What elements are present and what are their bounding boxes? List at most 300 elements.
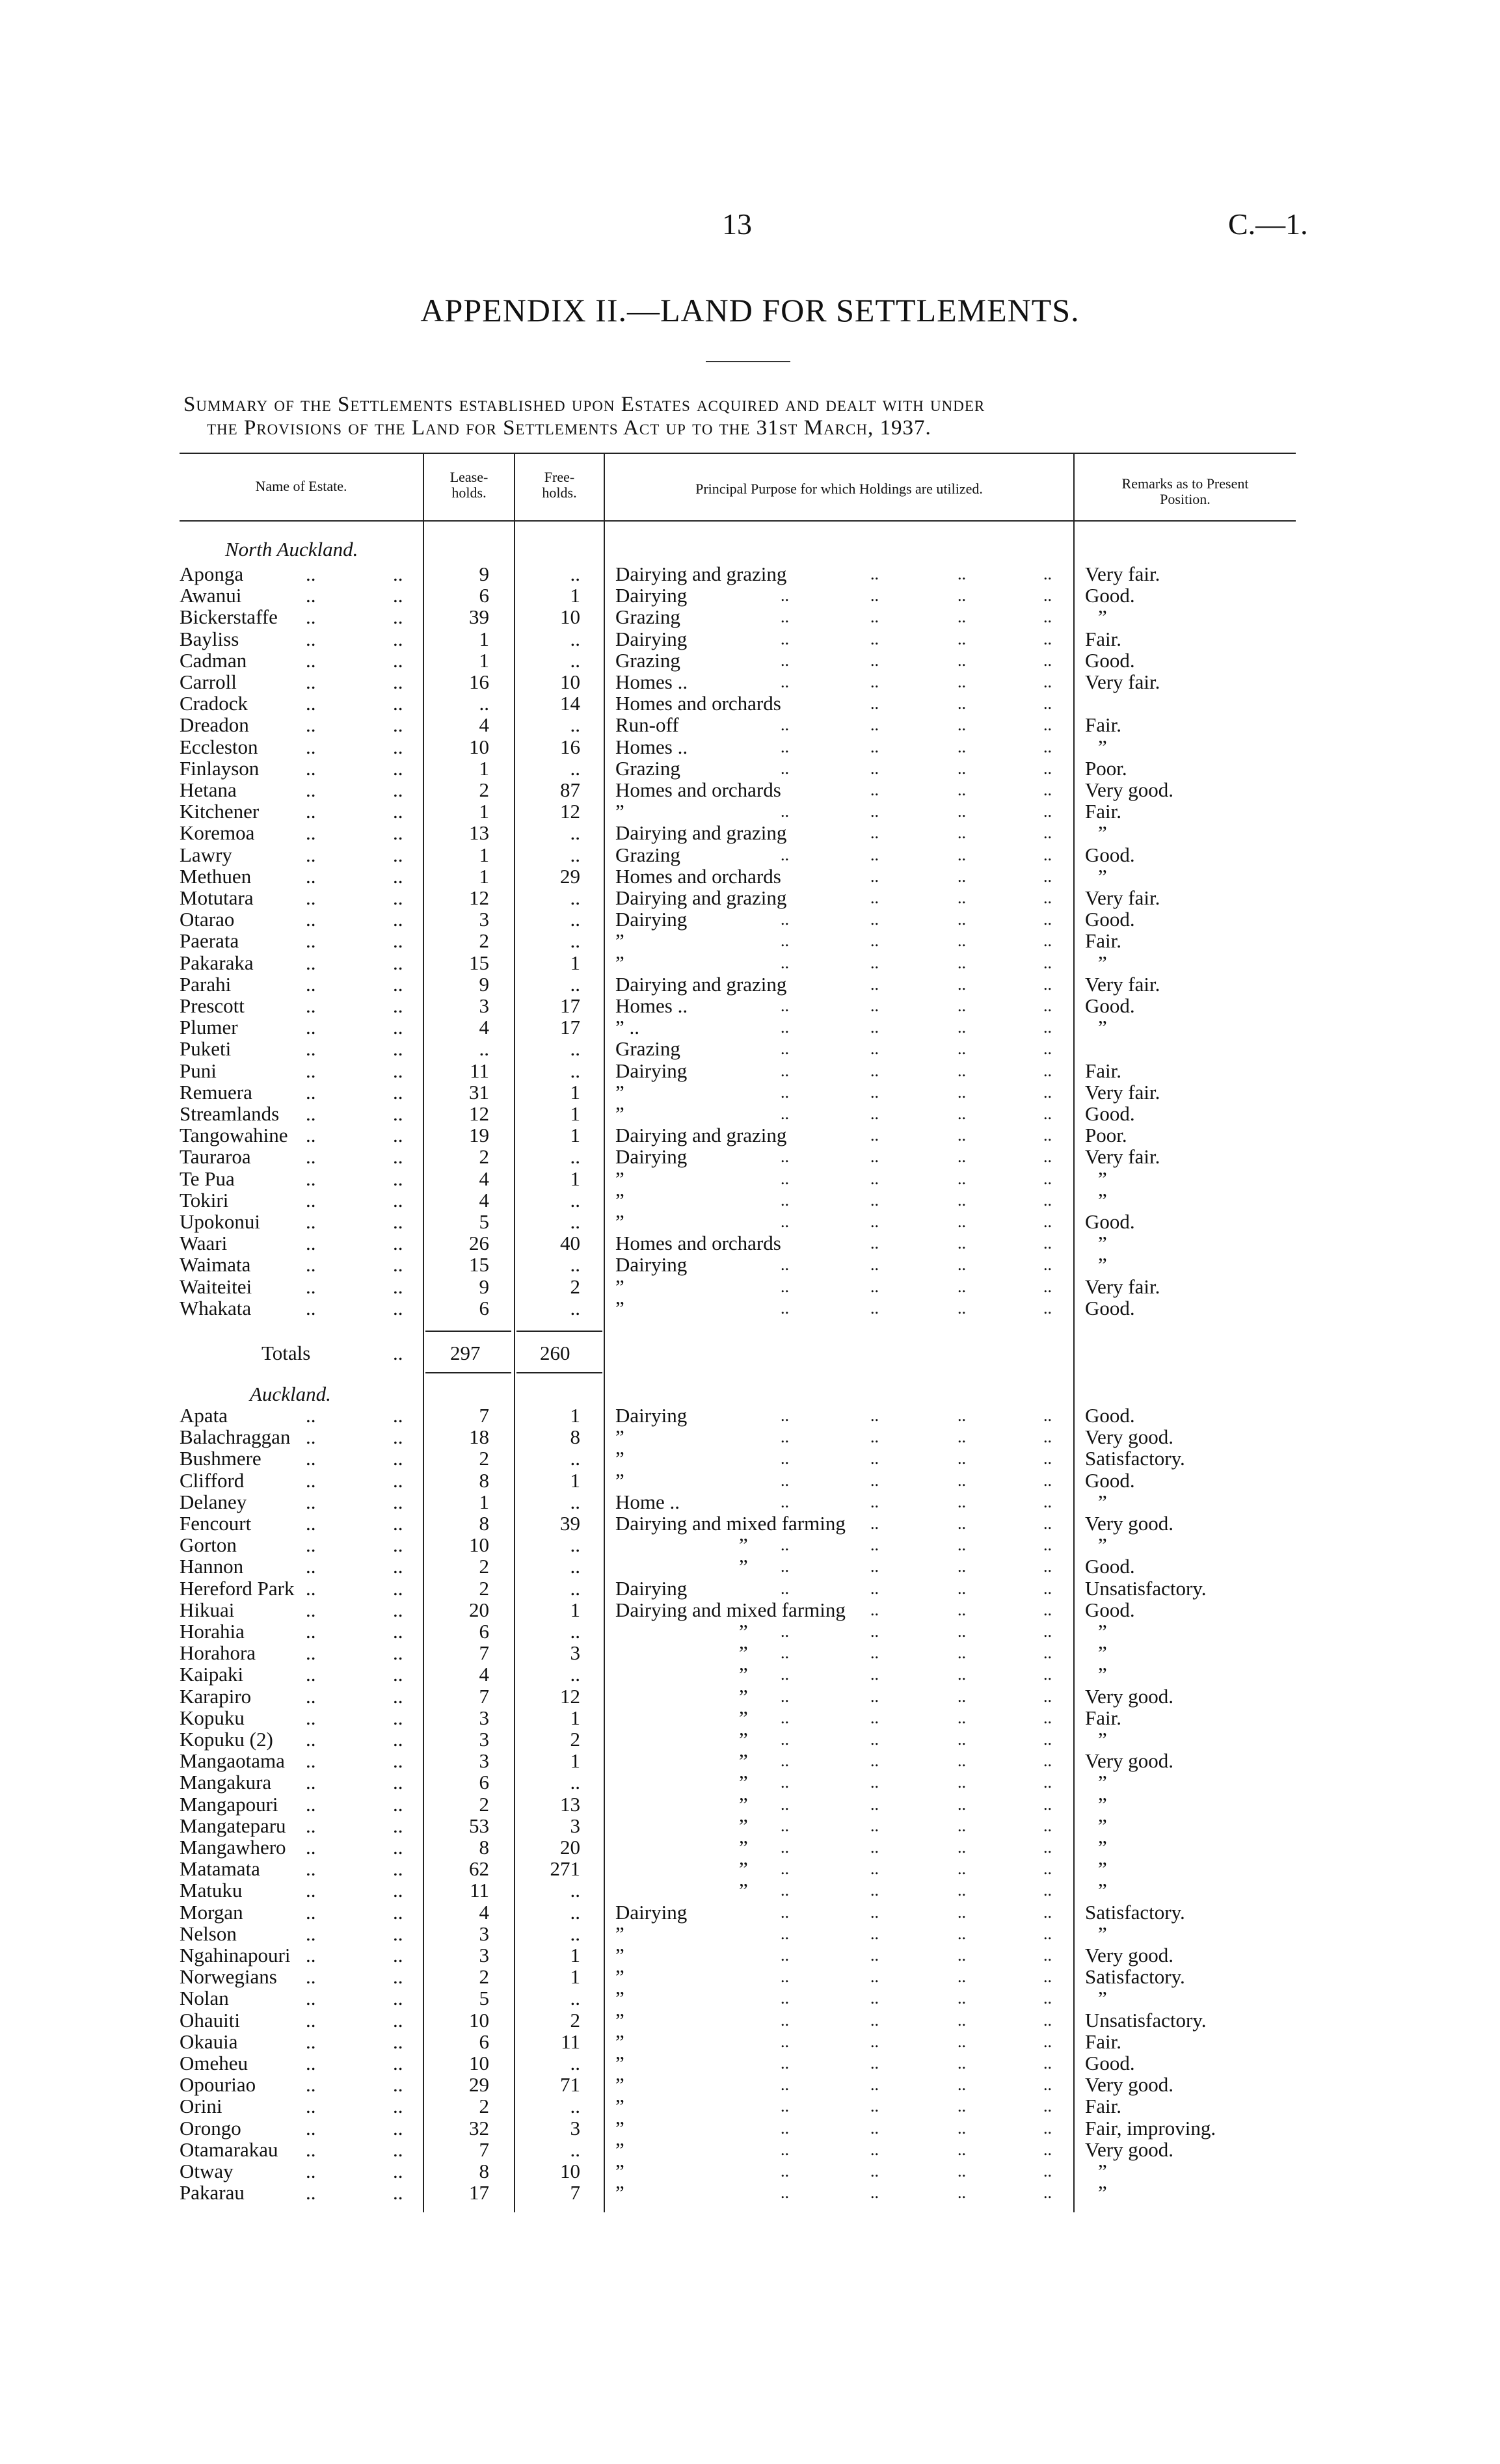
leader-dots: .. <box>1043 1859 1052 1879</box>
leader-dots: .. <box>1043 1147 1052 1167</box>
remarks-value: ” <box>1098 1836 1107 1859</box>
leader-dots: .. <box>1043 2183 1052 2203</box>
leader-dots: .. <box>870 1535 879 1555</box>
leader-dots: .. <box>1043 1255 1052 1275</box>
freeholds-value: .. <box>570 1533 580 1557</box>
purpose-value: ” <box>739 1792 748 1816</box>
freeholds-value: 1 <box>570 1944 580 1967</box>
estate-name: Motutara <box>180 886 254 909</box>
leader-dots: .. <box>1043 888 1052 907</box>
leader-dots: .. <box>306 1124 316 1147</box>
leader-dots: .. <box>870 996 879 1015</box>
leader-dots: .. <box>781 845 789 864</box>
totals-label: Totals <box>261 1342 311 1364</box>
estate-name: Omeheu <box>180 2052 248 2074</box>
leader-dots: .. <box>870 1470 879 1490</box>
leaseholds-value: 9 <box>479 563 489 585</box>
table-row <box>0 758 1500 779</box>
estate-name: Nolan <box>180 1987 229 2010</box>
table-row <box>0 1901 1500 1923</box>
estate-name: Aponga <box>180 563 244 585</box>
estate-name: Okauia <box>180 2030 238 2053</box>
leader-dots: .. <box>1043 715 1052 735</box>
remarks-value: ” <box>1098 1253 1107 1277</box>
leader-dots: .. <box>393 886 403 909</box>
leader-dots: .. <box>393 1922 403 1945</box>
leaseholds-value: 3 <box>479 1944 489 1967</box>
table-row <box>0 952 1500 974</box>
leader-dots: .. <box>393 1124 403 1147</box>
estate-name: Horahia <box>180 1620 245 1643</box>
leader-dots: .. <box>781 1643 789 1663</box>
leader-dots: .. <box>870 2054 879 2073</box>
leader-dots: .. <box>870 2097 879 2116</box>
freeholds-value: 2 <box>570 1728 580 1751</box>
leader-dots: .. <box>306 563 316 585</box>
leader-dots: .. <box>393 2138 403 2161</box>
leader-dots: .. <box>306 713 316 737</box>
leader-dots: .. <box>306 886 316 909</box>
leader-dots: .. <box>1043 996 1052 1015</box>
leader-dots: .. <box>306 1145 316 1169</box>
leader-dots: .. <box>870 2010 879 2030</box>
leaseholds-value: 8 <box>479 2160 489 2182</box>
leader-dots: .. <box>781 1881 789 1900</box>
leader-dots: .. <box>870 1190 879 1210</box>
leader-dots: .. <box>870 1298 879 1318</box>
leader-dots: .. <box>958 650 966 670</box>
leader-dots: .. <box>393 864 403 888</box>
leader-dots: .. <box>1043 1470 1052 1490</box>
leader-dots: .. <box>958 2032 966 2051</box>
leader-dots: .. <box>393 994 403 1017</box>
leader-dots: .. <box>393 1900 403 1924</box>
leader-dots: .. <box>870 1255 879 1275</box>
leader-dots: .. <box>958 888 966 907</box>
freeholds-value: .. <box>570 821 580 845</box>
leader-dots: .. <box>393 1987 403 2010</box>
table-row <box>0 1534 1500 1556</box>
leader-dots: .. <box>958 1643 966 1663</box>
leader-dots: .. <box>393 1792 403 1816</box>
purpose-value: Home .. <box>615 1490 680 1513</box>
freeholds-value: 12 <box>560 1684 580 1708</box>
leader-dots: .. <box>306 1059 316 1082</box>
estate-name: Awanui <box>180 584 242 607</box>
leaseholds-value: 32 <box>469 2116 489 2139</box>
leader-dots: .. <box>1043 1082 1052 1102</box>
leader-dots: .. <box>1043 780 1052 799</box>
purpose-value: ” <box>615 1210 624 1233</box>
leader-dots: .. <box>306 1296 316 1319</box>
table-row <box>0 1081 1500 1103</box>
leader-dots: .. <box>393 670 403 693</box>
freeholds-value: .. <box>570 1771 580 1794</box>
leader-dots: .. <box>958 1902 966 1922</box>
leader-dots: .. <box>870 1989 879 2008</box>
leaseholds-value: 1 <box>479 843 489 866</box>
table-row <box>0 1578 1500 1599</box>
estate-name: Parahi <box>180 972 232 996</box>
estate-name: Mangawhero <box>180 1836 286 1859</box>
leader-dots: .. <box>781 1708 789 1727</box>
leader-dots: .. <box>958 1406 966 1425</box>
remarks-value: Very good. <box>1085 2138 1174 2161</box>
leader-dots: .. <box>781 1018 789 1037</box>
purpose-value: Dairying <box>615 1145 688 1169</box>
leader-dots: .. <box>870 802 879 821</box>
leader-dots: .. <box>306 1663 316 1686</box>
leader-dots: .. <box>306 800 316 823</box>
table-row <box>0 1556 1500 1577</box>
remarks-value: ” <box>1098 1879 1107 1902</box>
purpose-value: ” <box>615 1102 624 1125</box>
leader-dots: .. <box>393 929 403 953</box>
leader-dots: .. <box>870 1600 879 1619</box>
table-row <box>0 1923 1500 1944</box>
leaseholds-value: 1 <box>479 756 489 780</box>
leader-dots: .. <box>393 1857 403 1881</box>
purpose-value: ” <box>739 1663 748 1686</box>
leaseholds-value: 6 <box>479 1620 489 1643</box>
estate-name: Plumer <box>180 1016 238 1039</box>
leader-dots: .. <box>393 1275 403 1298</box>
subtitle-line-1: Summary of the Settlements established upon Estates acquired and dealt with under <box>183 393 985 416</box>
leader-dots: .. <box>958 910 966 929</box>
remarks-value: Very good. <box>1085 1425 1174 1449</box>
leader-dots: .. <box>870 845 879 864</box>
table-row <box>0 995 1500 1016</box>
leader-dots: .. <box>393 627 403 650</box>
leader-dots: .. <box>958 1082 966 1102</box>
leader-dots: .. <box>393 1037 403 1061</box>
purpose-value: ” <box>739 1879 748 1902</box>
table-row <box>0 1038 1500 1059</box>
freeholds-value: .. <box>570 1490 580 1513</box>
leader-dots: .. <box>306 864 316 888</box>
leader-dots: .. <box>1043 1708 1052 1727</box>
leader-dots: .. <box>781 1039 789 1059</box>
freeholds-value: 39 <box>560 1512 580 1535</box>
estate-name: Finlayson <box>180 756 260 780</box>
estate-name: Tokiri <box>180 1188 229 1212</box>
leader-dots: .. <box>1043 1449 1052 1468</box>
estate-name: Pakaraka <box>180 951 254 974</box>
column-header-leaseholds: Lease- holds. <box>449 469 489 501</box>
leader-dots: .. <box>958 1686 966 1706</box>
remarks-value: Poor. <box>1085 1124 1127 1147</box>
table-row <box>0 1491 1500 1513</box>
leader-dots: .. <box>393 1641 403 1665</box>
leader-dots: .. <box>781 1794 789 1814</box>
estate-name: Balachraggan <box>180 1425 291 1449</box>
freeholds-value: .. <box>570 1576 580 1600</box>
leaseholds-value: 5 <box>479 1987 489 2010</box>
leader-dots: .. <box>870 564 879 583</box>
table-row <box>0 1124 1500 1146</box>
leader-dots: .. <box>958 1427 966 1447</box>
leader-dots: .. <box>870 1557 879 1576</box>
leader-dots: .. <box>781 1255 789 1275</box>
remarks-value: Very fair. <box>1085 670 1160 693</box>
section-heading-north-auckland: North Auckland. <box>225 538 358 561</box>
estate-name: Ohauiti <box>180 2008 240 2032</box>
leader-dots: .. <box>781 586 789 605</box>
leaseholds-value: 19 <box>469 1124 489 1147</box>
leader-dots: .. <box>1043 1104 1052 1123</box>
table-row <box>0 1103 1500 1124</box>
leader-dots: .. <box>1043 758 1052 778</box>
freeholds-value: .. <box>570 1037 580 1061</box>
estate-name: Gorton <box>180 1533 237 1557</box>
freeholds-value: .. <box>570 1922 580 1945</box>
purpose-value: ” <box>615 1296 624 1319</box>
leader-dots: .. <box>958 1018 966 1037</box>
leader-dots: .. <box>870 1686 879 1706</box>
leader-dots: .. <box>870 1859 879 1879</box>
freeholds-value: .. <box>570 1296 580 1319</box>
leader-dots: .. <box>870 823 879 843</box>
leader-dots: .. <box>393 2116 403 2139</box>
table-row <box>0 1879 1500 1901</box>
leader-dots: .. <box>393 2030 403 2053</box>
leader-dots: .. <box>781 2139 789 2159</box>
purpose-value: Grazing <box>615 756 680 780</box>
leader-dots: .. <box>306 1792 316 1816</box>
leader-dots: .. <box>306 2181 316 2205</box>
leader-dots: .. <box>958 1039 966 1059</box>
leader-dots: .. <box>1043 1902 1052 1922</box>
leader-dots: .. <box>393 1555 403 1578</box>
section-heading-auckland: Auckland. <box>250 1383 331 1405</box>
table-row <box>0 1686 1500 1707</box>
leader-dots: .. <box>870 758 879 778</box>
leader-dots: .. <box>958 1708 966 1727</box>
estate-name: Eccleston <box>180 735 258 758</box>
purpose-value: Run-off <box>615 713 679 737</box>
leader-dots: .. <box>781 1557 789 1576</box>
page-number: 13 <box>722 207 752 241</box>
leader-dots: .. <box>870 974 879 994</box>
totals-rule <box>425 1372 511 1373</box>
freeholds-value: 16 <box>560 735 580 758</box>
estate-name: Otamarakau <box>180 2138 278 2161</box>
leader-dots: .. <box>781 1190 789 1210</box>
remarks-value: Very good. <box>1085 778 1174 801</box>
estate-name: Te Pua <box>180 1167 235 1190</box>
leaseholds-value: 2 <box>479 1555 489 1578</box>
freeholds-value: .. <box>570 972 580 996</box>
purpose-value: Grazing <box>615 1037 680 1061</box>
leader-dots: .. <box>958 974 966 994</box>
leader-dots: .. <box>306 1944 316 1967</box>
leader-dots: .. <box>870 1234 879 1253</box>
leader-dots: .. <box>870 1492 879 1511</box>
leader-dots: .. <box>1043 1298 1052 1318</box>
leader-dots: .. <box>870 1708 879 1727</box>
leaseholds-value: 15 <box>469 951 489 974</box>
leader-dots: .. <box>958 1061 966 1080</box>
leader-dots: .. <box>781 1104 789 1123</box>
leaseholds-value: 7 <box>479 1684 489 1708</box>
leader-dots: .. <box>1043 823 1052 843</box>
remarks-value: Good. <box>1085 843 1135 866</box>
leader-dots: .. <box>958 2054 966 2073</box>
leader-dots: .. <box>393 2095 403 2118</box>
remarks-value: Very fair. <box>1085 972 1160 996</box>
leaseholds-value: 16 <box>469 670 489 693</box>
leader-dots: .. <box>958 1816 966 1835</box>
leader-dots: .. <box>958 1600 966 1619</box>
leader-dots: .. <box>306 1684 316 1708</box>
table-row <box>0 2052 1500 2074</box>
leader-dots: .. <box>958 2139 966 2159</box>
leader-dots: .. <box>870 866 879 886</box>
estate-name: Tangowahine <box>180 1124 288 1147</box>
table-row <box>0 1836 1500 1858</box>
leader-dots: .. <box>306 1965 316 1989</box>
estate-name: Kopuku <box>180 1706 245 1729</box>
freeholds-value: .. <box>570 843 580 866</box>
leader-dots: .. <box>1043 1039 1052 1059</box>
leader-dots: .. <box>1043 1665 1052 1684</box>
leader-dots: .. <box>958 1470 966 1490</box>
leader-dots: .. <box>306 1167 316 1190</box>
table-row <box>0 1944 1500 1966</box>
estate-name: Matuku <box>180 1879 243 1902</box>
freeholds-value: 40 <box>560 1232 580 1255</box>
leaseholds-value: 12 <box>469 886 489 909</box>
freeholds-value: 10 <box>560 605 580 629</box>
remarks-value: ” <box>1098 1167 1107 1190</box>
leader-dots: .. <box>393 1342 403 1364</box>
estate-name: Paerata <box>180 929 239 953</box>
freeholds-value: 1 <box>570 1965 580 1989</box>
leader-dots: .. <box>870 2162 879 2180</box>
leader-dots: .. <box>781 1578 789 1598</box>
remarks-value: Fair. <box>1085 1706 1121 1729</box>
leader-dots: .. <box>870 1406 879 1425</box>
leader-dots: .. <box>958 2183 966 2203</box>
estate-name: Waimata <box>180 1253 251 1277</box>
leader-dots: .. <box>393 1468 403 1492</box>
leader-dots: .. <box>781 1751 789 1771</box>
leader-dots: .. <box>306 2030 316 2053</box>
leader-dots: .. <box>870 694 879 713</box>
leader-dots: .. <box>958 1535 966 1555</box>
leader-dots: .. <box>958 564 966 583</box>
leader-dots: .. <box>958 1104 966 1123</box>
estate-name: Bushmere <box>180 1447 261 1470</box>
leader-dots: .. <box>306 1641 316 1665</box>
leader-dots: .. <box>393 1404 403 1427</box>
leader-dots: .. <box>870 2075 879 2095</box>
leader-dots: .. <box>781 1169 789 1188</box>
remarks-value: ” <box>1098 1620 1107 1643</box>
table-row <box>0 628 1500 650</box>
estate-name: Bayliss <box>180 627 239 650</box>
table-row <box>0 1168 1500 1189</box>
freeholds-value: .. <box>570 1188 580 1212</box>
table-row <box>0 1794 1500 1815</box>
leader-dots: .. <box>306 1102 316 1125</box>
leader-dots: .. <box>306 1598 316 1621</box>
table-row <box>0 2031 1500 2052</box>
leader-dots: .. <box>393 843 403 866</box>
leader-dots: .. <box>1043 1751 1052 1771</box>
leader-dots: .. <box>1043 1643 1052 1663</box>
leader-dots: .. <box>1043 1277 1052 1296</box>
leaseholds-value: 3 <box>479 1749 489 1773</box>
leader-dots: .. <box>393 1576 403 1600</box>
freeholds-value: 1 <box>570 1468 580 1492</box>
remarks-value: Good. <box>1085 1296 1135 1319</box>
leader-dots: .. <box>958 780 966 799</box>
leader-dots: .. <box>870 1277 879 1296</box>
purpose-value: ” <box>615 2181 624 2205</box>
remarks-value: Good. <box>1085 908 1135 931</box>
purpose-value: ” <box>739 1555 748 1578</box>
leader-dots: .. <box>1043 1427 1052 1447</box>
remarks-value: Good. <box>1085 1598 1135 1621</box>
leader-dots: .. <box>1043 953 1052 972</box>
leader-dots: .. <box>958 715 966 735</box>
table-row <box>0 2074 1500 2095</box>
estate-name: Tauraroa <box>180 1145 251 1169</box>
freeholds-value: 1 <box>570 1167 580 1190</box>
estate-name: Bickerstaffe <box>180 605 278 629</box>
leader-dots: .. <box>1043 694 1052 713</box>
table-row <box>0 930 1500 951</box>
freeholds-value: 3 <box>570 1814 580 1837</box>
table-row <box>0 1297 1500 1319</box>
remarks-value: Fair. <box>1085 627 1121 650</box>
purpose-value: ” <box>739 1684 748 1708</box>
leader-dots: .. <box>1043 607 1052 627</box>
freeholds-value: 3 <box>570 1641 580 1665</box>
table-row <box>0 1016 1500 1038</box>
leader-dots: .. <box>393 1836 403 1859</box>
leader-dots: .. <box>1043 1924 1052 1943</box>
leader-dots: .. <box>306 1857 316 1881</box>
leaseholds-value: 3 <box>479 994 489 1017</box>
leader-dots: .. <box>393 1210 403 1233</box>
table-row <box>0 563 1500 585</box>
leader-dots: .. <box>1043 1212 1052 1231</box>
leader-dots: .. <box>393 951 403 974</box>
leader-dots: .. <box>1043 1838 1052 1857</box>
leader-dots: .. <box>393 1771 403 1794</box>
leader-dots: .. <box>958 845 966 864</box>
leader-dots: .. <box>870 1514 879 1533</box>
leaseholds-value: 1 <box>479 627 489 650</box>
leader-dots: .. <box>393 1684 403 1708</box>
remarks-value: ” <box>1098 1663 1107 1686</box>
freeholds-value: 17 <box>560 994 580 1017</box>
estate-name: Mangapouri <box>180 1792 278 1816</box>
remarks-value: Good. <box>1085 2052 1135 2074</box>
leader-dots: .. <box>1043 1406 1052 1425</box>
table-row <box>0 1750 1500 1771</box>
leader-dots: .. <box>781 1859 789 1879</box>
purpose-value: Homes .. <box>615 735 688 758</box>
leader-dots: .. <box>1043 1578 1052 1598</box>
leader-dots: .. <box>958 1492 966 1511</box>
leaseholds-value: 3 <box>479 1706 489 1729</box>
leaseholds-value: 29 <box>469 2073 489 2097</box>
table-row <box>0 1966 1500 1987</box>
leader-dots: .. <box>393 1232 403 1255</box>
